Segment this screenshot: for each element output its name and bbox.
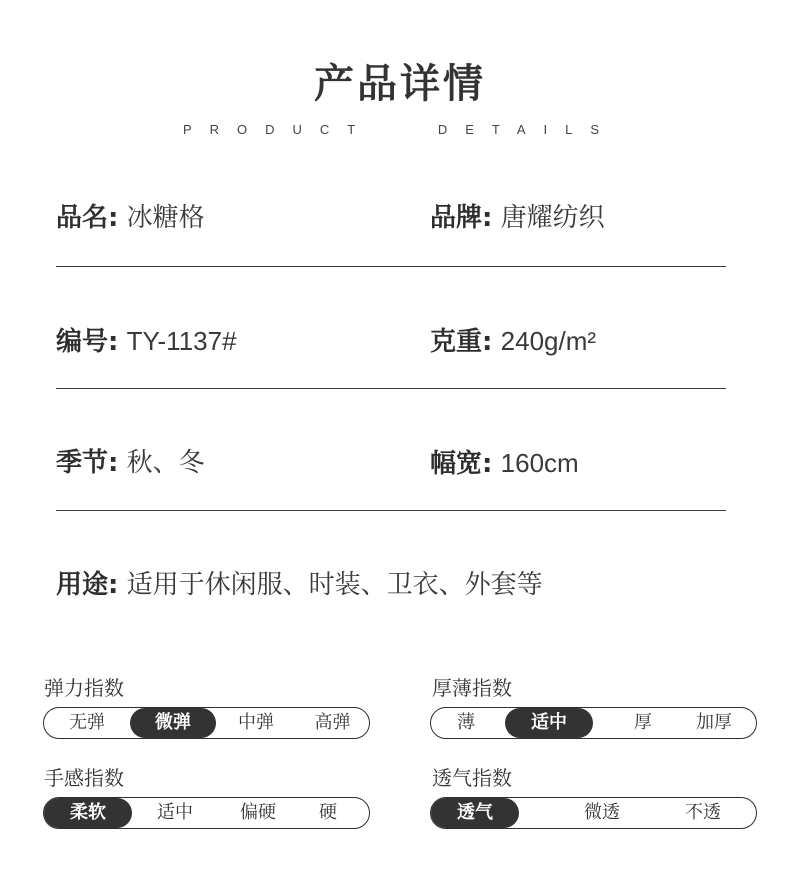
spec-usage (56, 569, 543, 601)
spec-width-value: 160cm (500, 448, 579, 478)
spec-name (56, 202, 205, 234)
elasticity-option: 高弹 (314, 712, 351, 733)
spec-name-value: 冰糖格 (126, 203, 205, 233)
breathability-option: 微透 (584, 802, 620, 823)
elasticity-option: 中弹 (238, 712, 274, 733)
spec-brand-label: 品牌: (430, 203, 493, 233)
spec-width-label: 幅宽: (430, 449, 493, 479)
breathability-title: 透气指数 (432, 766, 512, 790)
page-subtitle: PRODUCT DETAILS (182, 122, 618, 137)
elasticity-option: 微弹 (130, 708, 216, 738)
elasticity-option: 无弹 (69, 712, 105, 733)
hand-feel-scale (43, 797, 370, 829)
breathability-option: 透气 (431, 798, 519, 828)
spec-brand-value: 唐耀纺织 (500, 203, 605, 233)
hand-feel-option: 偏硬 (240, 802, 276, 823)
thickness-scale (430, 707, 757, 739)
spec-code-value: TY-1137# (126, 326, 237, 356)
spec-usage-label: 用途: (56, 570, 119, 600)
spec-usage-value: 适用于休闲服、时装、卫衣、外套等 (126, 570, 543, 600)
thickness-option: 适中 (505, 708, 593, 738)
spec-season-label: 季节: (56, 448, 119, 478)
hand-feel-option: 适中 (157, 802, 193, 823)
divider (56, 266, 726, 267)
elasticity-scale (43, 707, 370, 739)
divider (56, 388, 726, 389)
thickness-option: 加厚 (696, 712, 732, 733)
thickness-option: 薄 (457, 712, 475, 733)
hand-feel-option: 硬 (319, 802, 337, 823)
spec-width (430, 447, 579, 480)
spec-weight-value: 240g/m² (500, 326, 597, 356)
breathability-scale (430, 797, 757, 829)
thickness-title: 厚薄指数 (432, 676, 512, 700)
hand-feel-title: 手感指数 (44, 766, 124, 790)
spec-code-label: 编号: (56, 327, 119, 357)
thickness-option: 厚 (634, 712, 652, 733)
breathability-option: 不透 (685, 802, 721, 823)
spec-season (56, 447, 205, 479)
elasticity-title: 弹力指数 (44, 676, 124, 700)
divider (56, 510, 726, 511)
spec-code (56, 325, 237, 358)
spec-brand (430, 202, 605, 234)
spec-weight (430, 325, 596, 358)
spec-season-value: 秋、冬 (126, 448, 205, 478)
page-title: 产品详情 (314, 61, 486, 107)
hand-feel-option: 柔软 (44, 798, 132, 828)
spec-weight-label: 克重: (430, 327, 493, 357)
spec-name-label: 品名: (56, 203, 119, 233)
